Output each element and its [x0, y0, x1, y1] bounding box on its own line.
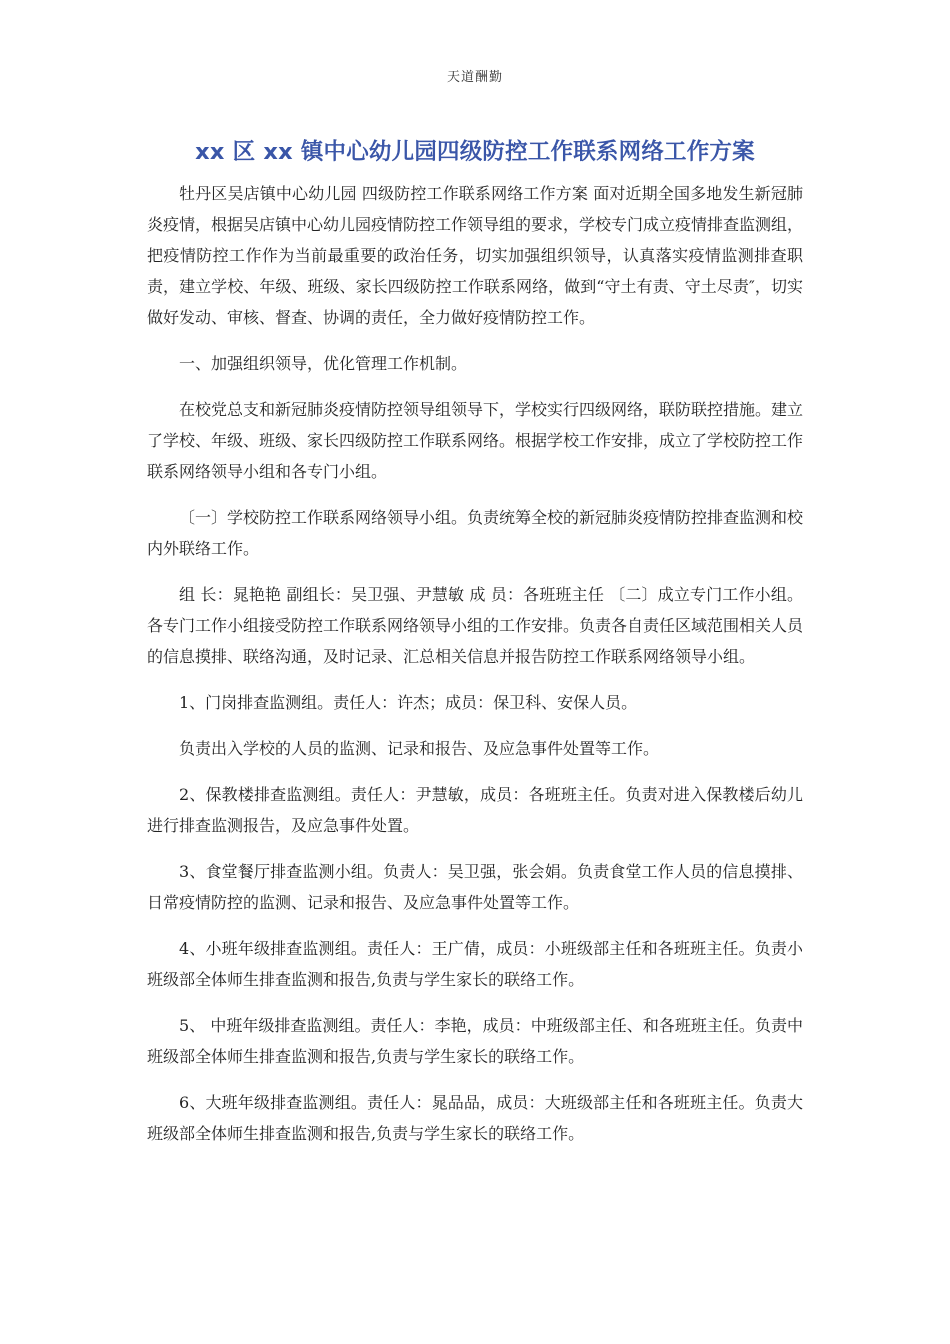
list-item: 6、大班年级排查监测组。责任人：晁品品，成员：大班级部主任和各班班主任。负责大班级部全体师生排查监测和报告,负责与学生家长的联络工作。 [147, 1093, 803, 1143]
paragraph: 在校党总支和新冠肺炎疫情防控领导组领导下，学校实行四级网络，联防联控措施。建立了学校、年级、班级、家长四级防控工作联系网络。根据学校工作安排，成立了学校防控工作联系网络领导小组和各专门小组。 [147, 400, 804, 481]
section-heading-1: 一、加强组织领导，优化管理工作机制。 [179, 354, 468, 373]
list-item: 2、保教楼排查监测组。责任人：尹慧敏，成员：各班班主任。负责对进入保教楼后幼儿进行排查监测报告，及应急事件处置。 [147, 785, 803, 835]
list-item: 3、食堂餐厅排查监测小组。负责人：吴卫强，张会娟。负责食堂工作人员的信息摸排、日常疫情防控的监测、记录和报告、及应急事件处置等工作。 [147, 862, 803, 912]
document-body [147, 178, 803, 1164]
paragraph: 〔一〕学校防控工作联系网络领导小组。负责统筹全校的新冠肺炎疫情防控排查监测和校内外联络工作。 [147, 508, 804, 558]
paragraph: 组 长：晁艳艳 副组长：吴卫强、尹慧敏 成 员：各班班主任 〔二〕成立专门工作小组。各专门工作小组接受防控工作联系网络领导小组的工作安排。负责各自责任区域范围相关人员的信息摸排、联络沟通，及时记录、汇总相关信息并报告防控工作联系网络领导小组。 [147, 585, 804, 666]
paragraph-intro: 牡丹区吴店镇中心幼儿园 四级防控工作联系网络工作方案 面对近期全国多地发生新冠肺炎疫情，根据吴店镇中心幼儿园疫情防控工作领导组的要求，学校专门成立疫情排查监测组，把疫情防控工作作为当前最重要的政治任务，切实加强组织领导，认真落实疫情监测排查职责，建立学校、年级、班级、家长四级防控工作联系网络，做到“守土有责、守土尽责″，切实做好发动、审核、督查、协调的责任，全力做好疫情防控工作。 [147, 184, 804, 327]
list-item: 1、门岗排查监测组。责任人：许杰；成员：保卫科、安保人员。 [179, 693, 638, 712]
list-item: 4、小班年级排查监测组。责任人：王广倩，成员：小班级部主任和各班班主任。负责小班级部全体师生排查监测和报告,负责与学生家长的联络工作。 [147, 939, 803, 989]
document-title: xx 区 xx 镇中心幼儿园四级防控工作联系网络工作方案 [195, 139, 755, 165]
page-header: 天道酬勤 [446, 70, 503, 85]
list-item: 5、 中班年级排查监测组。责任人：李艳，成员：中班级部主任、和各班班主任。负责中班级部全体师生排查监测和报告,负责与学生家长的联络工作。 [147, 1016, 803, 1066]
paragraph: 负责出入学校的人员的监测、记录和报告、及应急事件处置等工作。 [179, 739, 660, 758]
